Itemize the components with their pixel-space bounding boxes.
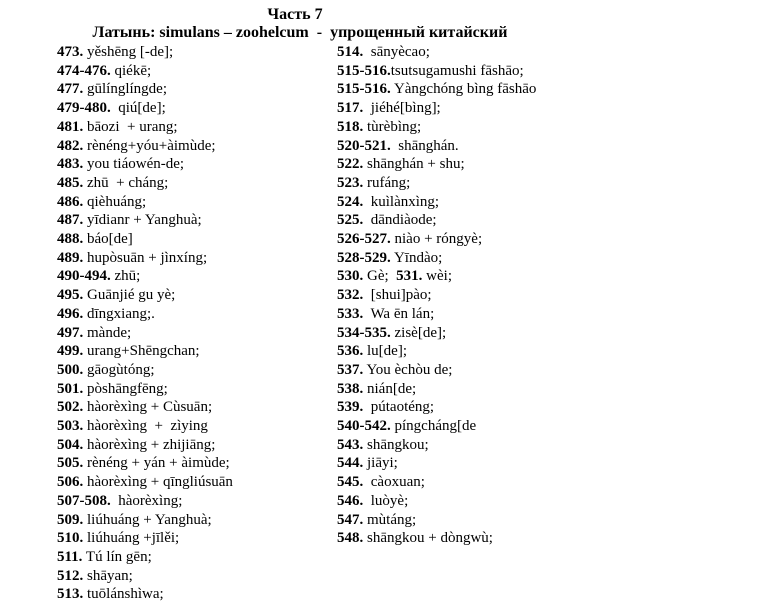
entry-number: 512. bbox=[57, 567, 84, 584]
entry-line bbox=[337, 43, 637, 62]
entry-line bbox=[57, 249, 337, 268]
entry-text: qiú[de]; bbox=[110, 100, 166, 117]
entry-text: shānghán. bbox=[390, 137, 459, 154]
entry-line bbox=[337, 511, 637, 530]
entry-number: 479-480. bbox=[57, 100, 111, 117]
page-subtitle: Латынь: simulans – zoohelcum - упрощенный китайский bbox=[92, 24, 508, 41]
entry-text: hàorèxìng + zìying bbox=[83, 418, 208, 435]
entry-text: dāndiàode; bbox=[363, 212, 437, 229]
entry-number: 507-508. bbox=[57, 492, 111, 509]
entry-number: 548. bbox=[337, 530, 364, 547]
entry-line bbox=[57, 155, 337, 174]
entry-line bbox=[57, 342, 337, 361]
entry-number: 509. bbox=[57, 511, 84, 528]
entries-column-right bbox=[337, 43, 637, 548]
entry-number: 473. bbox=[57, 44, 84, 60]
entry-number: 477. bbox=[57, 81, 84, 98]
entry-line bbox=[337, 454, 637, 473]
entry-text: [shui]pào; bbox=[363, 287, 432, 304]
entry-line bbox=[337, 473, 637, 492]
entry-line bbox=[337, 155, 637, 174]
entry-number: 474-476. bbox=[57, 62, 111, 79]
entry-text: hàorèxìng + qīngliúsuān bbox=[83, 474, 233, 491]
entry-number: 499. bbox=[57, 343, 84, 360]
entry-text: tsutsugamushi fāshāo; bbox=[390, 62, 524, 79]
entry-text: rufáng; bbox=[363, 174, 411, 191]
entry-number: 511. bbox=[57, 548, 83, 565]
entry-number: 510. bbox=[57, 530, 84, 547]
entry-line bbox=[57, 548, 337, 567]
entry-number: 497. bbox=[57, 324, 84, 341]
entry-text: hàorèxìng + zhijiāng; bbox=[83, 436, 216, 453]
entry-text: pòshāngfēng; bbox=[83, 380, 168, 397]
entry-text: jiéhé[bìng]; bbox=[363, 100, 441, 117]
entry-text: rènéng+yóu+àimùde; bbox=[83, 137, 216, 154]
entry-number: 540-542. bbox=[337, 418, 391, 435]
entry-line bbox=[57, 380, 337, 399]
entry-number: 528-529. bbox=[337, 249, 391, 266]
entry-text: Wa ēn lán; bbox=[363, 305, 435, 322]
entry-number: 487. bbox=[57, 212, 84, 229]
entry-text: lu[de]; bbox=[363, 343, 407, 360]
entry-text: zisè[de]; bbox=[390, 324, 447, 341]
entry-number: 488. bbox=[57, 231, 84, 248]
entry-text: bāozi + urang; bbox=[83, 118, 178, 135]
entry-line bbox=[57, 454, 337, 473]
entry-line bbox=[57, 267, 337, 286]
entry-number: 530. bbox=[337, 268, 364, 285]
entry-number: 515-516. bbox=[337, 62, 391, 79]
entry-line bbox=[337, 99, 637, 118]
entry-line bbox=[57, 585, 337, 604]
entry-text: you tiáowén-de; bbox=[83, 156, 185, 173]
entry-line bbox=[337, 380, 637, 399]
entry-number: 481. bbox=[57, 118, 84, 135]
entry-text: mànde; bbox=[83, 324, 132, 341]
entry-number: 505. bbox=[57, 455, 84, 472]
entry-line bbox=[57, 99, 337, 118]
entry-text: shāyan; bbox=[83, 567, 133, 584]
page-title: Часть 7 bbox=[267, 6, 323, 23]
entry-number: 531. bbox=[396, 268, 423, 285]
entry-text: Tú lín gēn; bbox=[82, 548, 152, 565]
entry-line bbox=[57, 567, 337, 586]
entry-number: 523. bbox=[337, 174, 364, 191]
entry-text: gūlínglíngde; bbox=[83, 81, 167, 98]
entry-line bbox=[57, 286, 337, 305]
entry-number: 545. bbox=[337, 474, 364, 491]
entry-text: qièhuáng; bbox=[83, 193, 147, 210]
entry-line bbox=[337, 62, 637, 81]
entry-line bbox=[57, 230, 337, 249]
entry-line bbox=[57, 473, 337, 492]
entry-line bbox=[337, 529, 637, 548]
entry-line bbox=[337, 230, 637, 249]
entry-number: 536. bbox=[337, 343, 364, 360]
entry-number: 518. bbox=[337, 118, 364, 135]
entry-line bbox=[57, 529, 337, 548]
entry-number: 524. bbox=[337, 193, 364, 210]
entry-number: 503. bbox=[57, 418, 84, 435]
entry-line bbox=[57, 436, 337, 455]
entry-number: 539. bbox=[337, 399, 364, 416]
entry-line bbox=[337, 80, 637, 99]
entry-number: 482. bbox=[57, 137, 84, 154]
entry-line bbox=[57, 361, 337, 380]
entry-text: urang+Shēngchan; bbox=[83, 343, 200, 360]
entry-number: 515-516. bbox=[337, 81, 391, 98]
entry-text: yīdianr + Yanghuà; bbox=[83, 212, 202, 229]
entry-text: báo[de] bbox=[83, 231, 133, 248]
entries-column-left bbox=[57, 43, 337, 604]
entry-number: 522. bbox=[337, 156, 364, 173]
entry-line bbox=[57, 305, 337, 324]
entry-number: 495. bbox=[57, 287, 84, 304]
entry-number: 533. bbox=[337, 305, 364, 322]
entry-text: hàorèxìng; bbox=[110, 492, 183, 509]
entry-line bbox=[57, 193, 337, 212]
entry-text: liúhuáng +jīlěi; bbox=[83, 530, 180, 547]
entry-line bbox=[57, 211, 337, 230]
entry-line bbox=[337, 398, 637, 417]
entry-line bbox=[337, 324, 637, 343]
entry-number: 504. bbox=[57, 436, 84, 453]
entry-text: hupòsuān + jìnxíng; bbox=[83, 249, 208, 266]
entry-number: 506. bbox=[57, 474, 84, 491]
entry-line bbox=[57, 417, 337, 436]
entry-number: 514. bbox=[337, 44, 364, 60]
entry-text: píngcháng[de bbox=[390, 418, 477, 435]
entry-text: luòyè; bbox=[363, 492, 409, 509]
entry-text: gāogùtóng; bbox=[83, 361, 155, 378]
entry-number: 525. bbox=[337, 212, 364, 229]
entry-line bbox=[57, 62, 337, 81]
entry-text: Guānjié gu yè; bbox=[83, 287, 176, 304]
entry-text: tùrèbìng; bbox=[363, 118, 422, 135]
entry-text: Yīndào; bbox=[390, 249, 443, 266]
entry-text: rènéng + yán + àimùde; bbox=[83, 455, 230, 472]
entry-number: 500. bbox=[57, 361, 84, 378]
entry-number: 537. bbox=[337, 361, 364, 378]
entry-text: nián[de; bbox=[363, 380, 417, 397]
entry-text: shāngkou; bbox=[363, 436, 429, 453]
entry-text: niào + róngyè; bbox=[390, 231, 483, 248]
entry-text: Yàngchóng bìng fāshāo bbox=[390, 81, 537, 98]
entry-line bbox=[57, 118, 337, 137]
entry-number: 546. bbox=[337, 492, 364, 509]
entry-line bbox=[337, 193, 637, 212]
entry-line bbox=[337, 137, 637, 156]
entry-number: 517. bbox=[337, 100, 364, 117]
entry-text: pútaoténg; bbox=[363, 399, 435, 416]
entry-line bbox=[337, 342, 637, 361]
entry-text: zhū; bbox=[110, 268, 141, 285]
entry-line bbox=[337, 361, 637, 380]
entry-number: 544. bbox=[337, 455, 364, 472]
entry-number: 502. bbox=[57, 399, 84, 416]
entry-text: liúhuáng + Yanghuà; bbox=[83, 511, 212, 528]
entry-line bbox=[337, 305, 637, 324]
entry-line bbox=[57, 511, 337, 530]
entry-text: càoxuan; bbox=[363, 474, 425, 491]
entry-text: shānghán + shu; bbox=[363, 156, 465, 173]
entry-line bbox=[337, 436, 637, 455]
entry-line bbox=[57, 137, 337, 156]
entry-text: kuìlànxìng; bbox=[363, 193, 440, 210]
entry-text: Gè; bbox=[363, 268, 397, 285]
entry-line bbox=[57, 398, 337, 417]
entry-line bbox=[57, 492, 337, 511]
entry-text: sānyècao; bbox=[363, 44, 430, 60]
entry-number: 532. bbox=[337, 287, 364, 304]
entry-line bbox=[337, 492, 637, 511]
entry-text: zhū + cháng; bbox=[83, 174, 169, 191]
entry-line bbox=[337, 267, 637, 286]
entry-line bbox=[57, 43, 337, 62]
entry-text: jiāyi; bbox=[363, 455, 398, 472]
entry-number: 526-527. bbox=[337, 231, 391, 248]
entry-number: 486. bbox=[57, 193, 84, 210]
entry-text: shāngkou + dòngwù; bbox=[363, 530, 493, 547]
entry-number: 483. bbox=[57, 156, 84, 173]
entry-number: 534-535. bbox=[337, 324, 391, 341]
entry-line bbox=[337, 211, 637, 230]
entry-text: hàorèxìng + Cùsuān; bbox=[83, 399, 213, 416]
entry-number: 538. bbox=[337, 380, 364, 397]
entry-line bbox=[337, 417, 637, 436]
entry-number: 501. bbox=[57, 380, 84, 397]
entry-line bbox=[337, 286, 637, 305]
entry-line bbox=[337, 118, 637, 137]
entry-number: 496. bbox=[57, 305, 84, 322]
entry-text: tuōlánshìwa; bbox=[83, 586, 164, 603]
entry-number: 490-494. bbox=[57, 268, 111, 285]
entry-number: 485. bbox=[57, 174, 84, 191]
entry-line bbox=[57, 80, 337, 99]
entry-text: You èchòu de; bbox=[363, 361, 453, 378]
entry-line bbox=[57, 174, 337, 193]
entry-line bbox=[337, 174, 637, 193]
entry-text: mùtáng; bbox=[363, 511, 417, 528]
entry-number: 547. bbox=[337, 511, 364, 528]
entry-text: qiékē; bbox=[110, 62, 152, 79]
entry-line bbox=[337, 249, 637, 268]
entry-line bbox=[57, 324, 337, 343]
entry-number: 520-521. bbox=[337, 137, 391, 154]
entry-number: 489. bbox=[57, 249, 84, 266]
entry-text: dīngxiang;. bbox=[83, 305, 155, 322]
entry-number: 513. bbox=[57, 586, 84, 603]
entry-number: 543. bbox=[337, 436, 364, 453]
entry-text: yěshēng [-de]; bbox=[83, 44, 174, 60]
entry-text: wèi; bbox=[422, 268, 452, 285]
